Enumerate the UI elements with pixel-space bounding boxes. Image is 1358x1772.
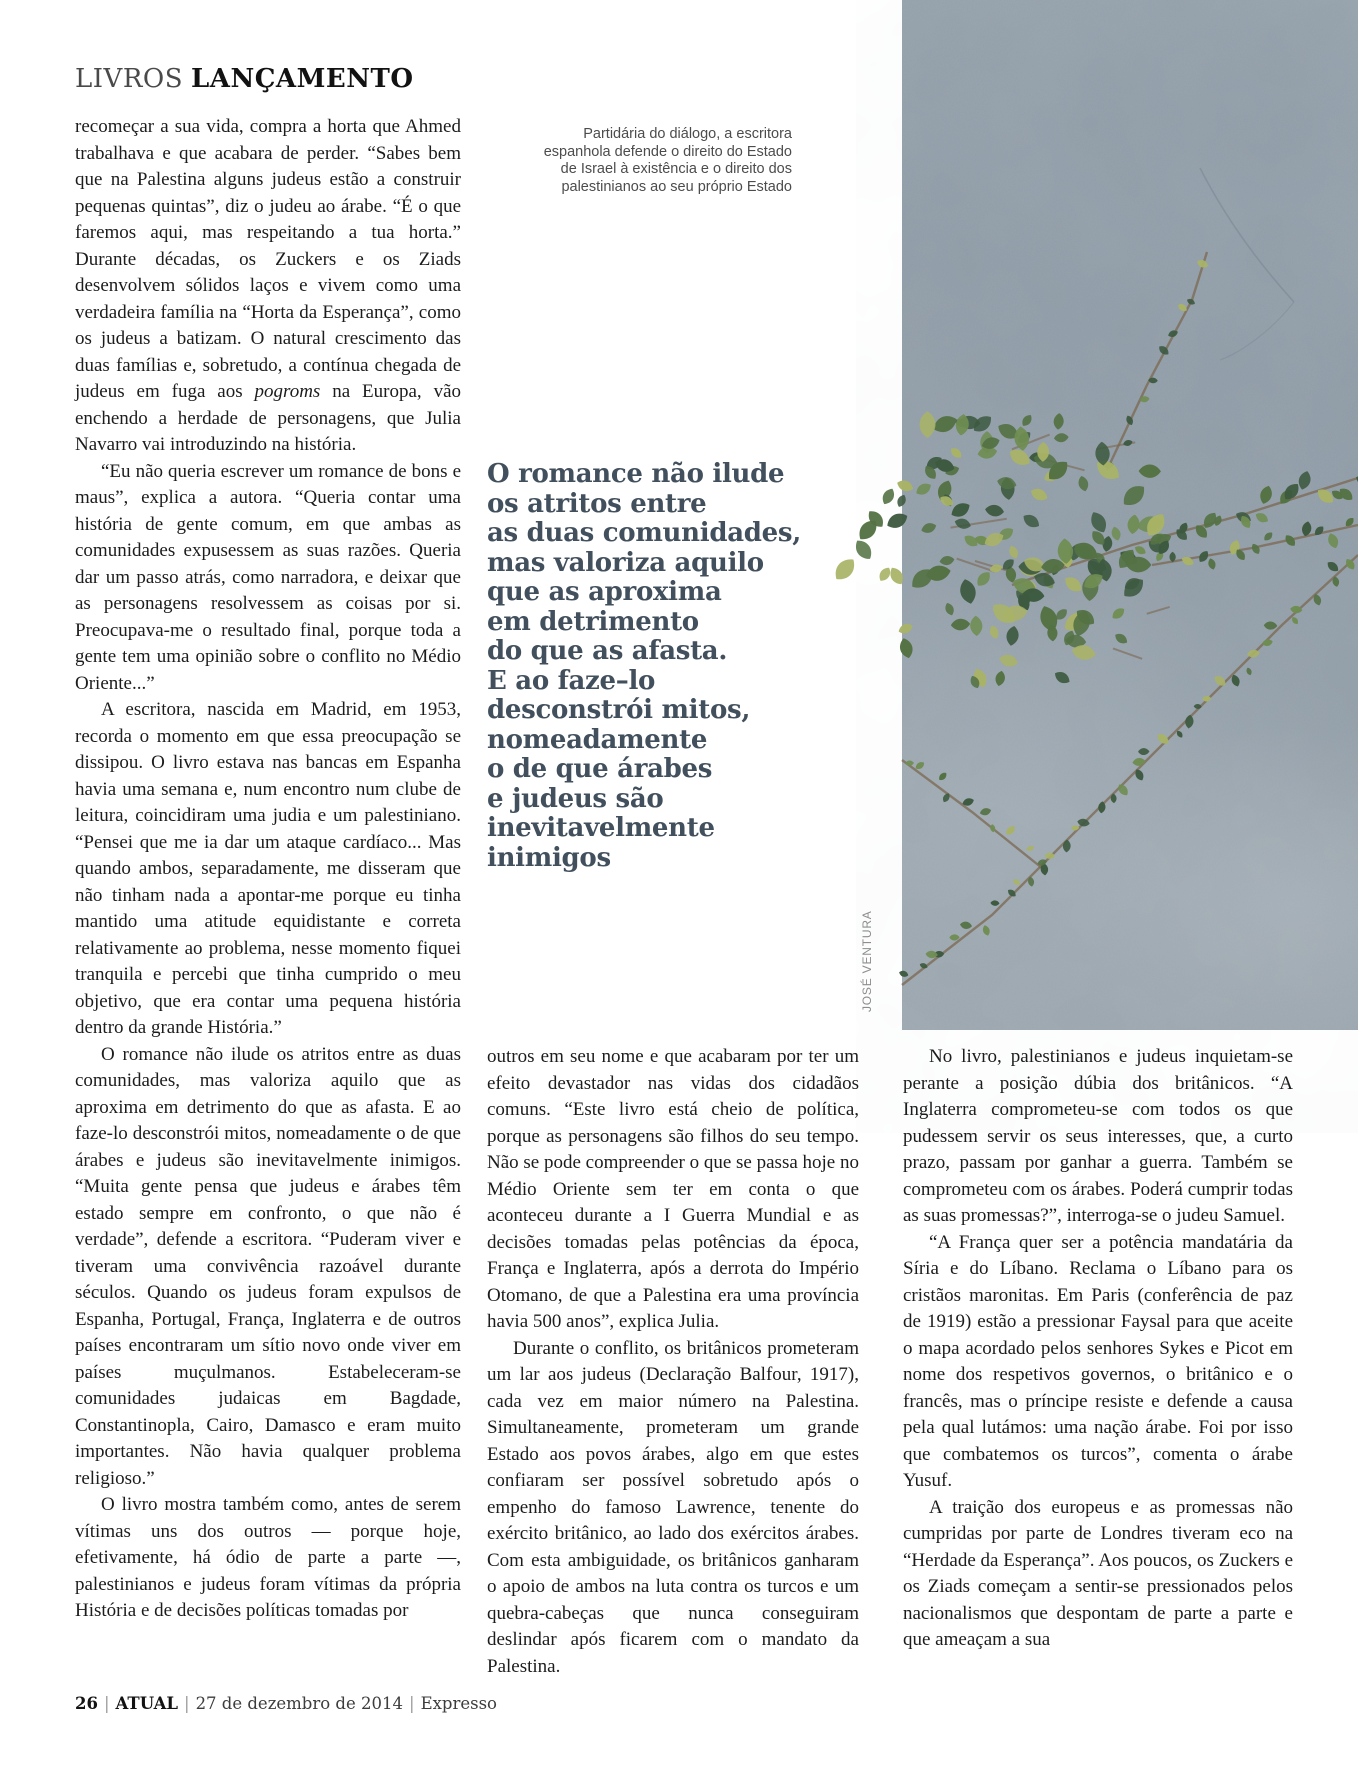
paragraph: Durante o conflito, os britânicos prometeram um lar aos judeus (Declaração Balfour, 1917), cada vez em maior número na Palestina. Simultaneamente, prometeram um grande Estado aos povos árabes, algo em que estes confiaram ser possível sobretudo após o empenho do famoso Lawrence, tenente do exército britânico, ao lado dos exércitos árabes. Com esta ambiguidade, os britânicos ganharam o apoio de ambos na luta contra os turcos e um quebra-cabeças que nunca conseguiram deslindar após ficarem com o mandato da Palestina. (487, 1337, 859, 1677)
footer-publication: Expresso (420, 1694, 497, 1713)
footer-separator: | (409, 1694, 415, 1713)
text-line: e judeus são (487, 783, 664, 814)
text-line: nomeadamente (487, 724, 708, 755)
section-header (75, 64, 413, 94)
text-line: mas valoriza aquilo (487, 547, 764, 578)
paragraph: O livro mostra também como, antes de serem vítimas uns dos outros — porque hoje, efetivamente, há ódio de parte a parte —, palestinianos e judeus foram vítimas da própria História e de decisões políticas tomadas por (75, 1494, 461, 1621)
photo-caption (500, 126, 792, 196)
text-line: inimigos (487, 842, 611, 873)
text-line: em detrimento (487, 606, 699, 637)
article-photo (902, 0, 1358, 1030)
paragraph: recomeçar a sua vida, compra a horta que Ahmed trabalhava e que acabara de perder. “Sabes bem que na Palestina alguns judeus estão a construir pequenas quintas”, diz o judeu ao árabe. “É o que faremos aqui, mas respeitando a tua horta.” Durante décadas, os Zuckers e os Ziads desenvolvem sólidos laços e vivem como uma verdadeira família na “Horta da Esperança”, como os judeus a batizam. O natural crescimento das duas famílias e, sobretudo, a contínua chegada de judeus em fuga aos pogroms na Europa, vão enchendo a herdade de personagens, que Julia Navarro vai introduzindo na história. (75, 116, 462, 455)
footer-date: 27 de dezembro de 2014 (195, 1694, 403, 1713)
text-line: espanhola defende o direito do Estado (543, 143, 792, 160)
photo-credit: JOSÉ VENTURA (860, 910, 874, 1012)
paragraph: “Eu não queria escrever um romance de bons e maus”, explica a autora. “Queria contar uma história de gente comum, em que ambas as comunidades expusessem as suas razões. Queria dar um passo atrás, como narradora, e deixar que as personagens resolvessem as coisas por si. Preocupava-me o resultado final, porque toda a gente tem uma opinião sobre o conflito no Médio Oriente...” (75, 460, 461, 694)
article-column-1 (75, 114, 462, 1621)
text-line: palestinianos ao seu próprio Estado (561, 178, 792, 195)
page-number: 26 (75, 1694, 98, 1713)
text-line: E ao faze–lo (487, 665, 656, 696)
page-footer (75, 1694, 497, 1713)
pull-quote (487, 460, 827, 873)
footer-separator: | (184, 1694, 190, 1713)
text-line: desconstrói mitos, (487, 695, 751, 725)
text-line: que as aproxima (487, 577, 722, 607)
section-label: LIVROS (75, 64, 184, 94)
paragraph: O romance não ilude os atritos entre as duas comunidades, mas valoriza aquilo que as aproxima em detrimento do que as afasta. E ao faze-lo desconstrói mitos, nomeadamente o de que árabes e judeus são inevitavelmente inimigos. “Muita gente pensa que judeus e árabes têm estado sempre em confronto, o que não é verdade”, defende a escritora. “Puderam viver e tiveram uma convivência razoável durante séculos. Quando os judeus foram expulsos de Espanha, Portugal, França, Inglaterra e de outros países encontraram um sítio novo onde viver em países muçulmanos. Estabeleceram-se comunidades judaicas em Bagdade, Constantinopla, Cairo, Damasco e eram muito importantes. Não havia qualquer problema religioso.” (75, 1043, 461, 1489)
paragraph: outros em seu nome e que acabaram por ter um efeito devastador nas vidas dos cidadãos comuns. “Este livro está cheio de política, porque as personagens são filhos do seu tempo. Não se pode compreender o que se passa hoje no Médio Oriente sem ter em conta o que aconteceu durante a I Guerra Mundial e as decisões tomadas pelas potências da época, França e Inglaterra, após a derrota do Império Otomano, de que a Palestina era uma província havia 500 anos”, explica Julia. (487, 1046, 859, 1332)
paragraph: “A França quer ser a potência mandatária da Síria e do Líbano. Reclama o Líbano para os cristãos maronitas. Em Paris (conferência de paz de 1919) estão a pressionar Faysal para que aceite o mapa acordado pelos senhores Sykes e Picot em nome dos respetivos governos, o britânico e o francês, mas o príncipe resiste e defende a causa pela qual lutámos: uma nação árabe. Foi por isso que combatemos os turcos”, comenta o árabe Yusuf. (903, 1231, 1293, 1491)
text-line: O romance não ilude (487, 459, 785, 489)
text-line: de Israel à existência e o direito dos (560, 161, 792, 177)
text-line: Partidária do diálogo, a escritora (583, 126, 792, 142)
footer-section: ATUAL (115, 1694, 178, 1713)
paragraph: A traição dos europeus e as promessas não cumpridas por parte de Londres tiveram eco na “Herdade da Esperança”. Aos poucos, os Zuckers e os Ziads começam a sentir-se pressionados pelos nacionalismos que despontam de parte a parte e que ameaçam a sua (903, 1496, 1293, 1650)
text-line: as duas comunidades, (487, 518, 801, 548)
text-line: do que as afasta. (487, 636, 728, 666)
text-line: os atritos entre (487, 488, 707, 519)
text-line: inevitavelmente (487, 813, 715, 843)
text-line: o de que árabes (487, 754, 713, 784)
paragraph: No livro, palestinianos e judeus inquietam-se perante a posição dúbia dos britânicos. “A Inglaterra comprometeu-se com todos os que pudessem servir os seus interesses, que, a curto prazo, passam por ganhar a guerra. Também se comprometeu com os árabes. Poderá cumprir todas as suas promessas?”, interroga-se o judeu Samuel. (903, 1046, 1293, 1226)
section-title: LANÇAMENTO (191, 64, 414, 94)
paragraph: A escritora, nascida em Madrid, em 1953, recorda o momento em que essa preocupação se dissipou. O livro estava nas bancas em Espanha havia uma semana e, num encontro num clube de leitura, coincidiram uma judia e um palestiniano. “Pensei que me ia dar um ataque cardíaco... Mas quando ambos, separadamente, me disseram que não tinham nada a apontar-me porque eu tinha mantido uma atitude equidistante e correta relativamente ao problema, nesse momento fiquei tranquila e percebi que tinha cumprido o meu objetivo, que era contar uma pequena história dentro da grande História.” (75, 699, 461, 1038)
article-column-3 (903, 1044, 1293, 1674)
footer-separator: | (103, 1694, 110, 1713)
article-column-2 (487, 1044, 859, 1677)
ivy-wall-illustration (902, 0, 1358, 1030)
